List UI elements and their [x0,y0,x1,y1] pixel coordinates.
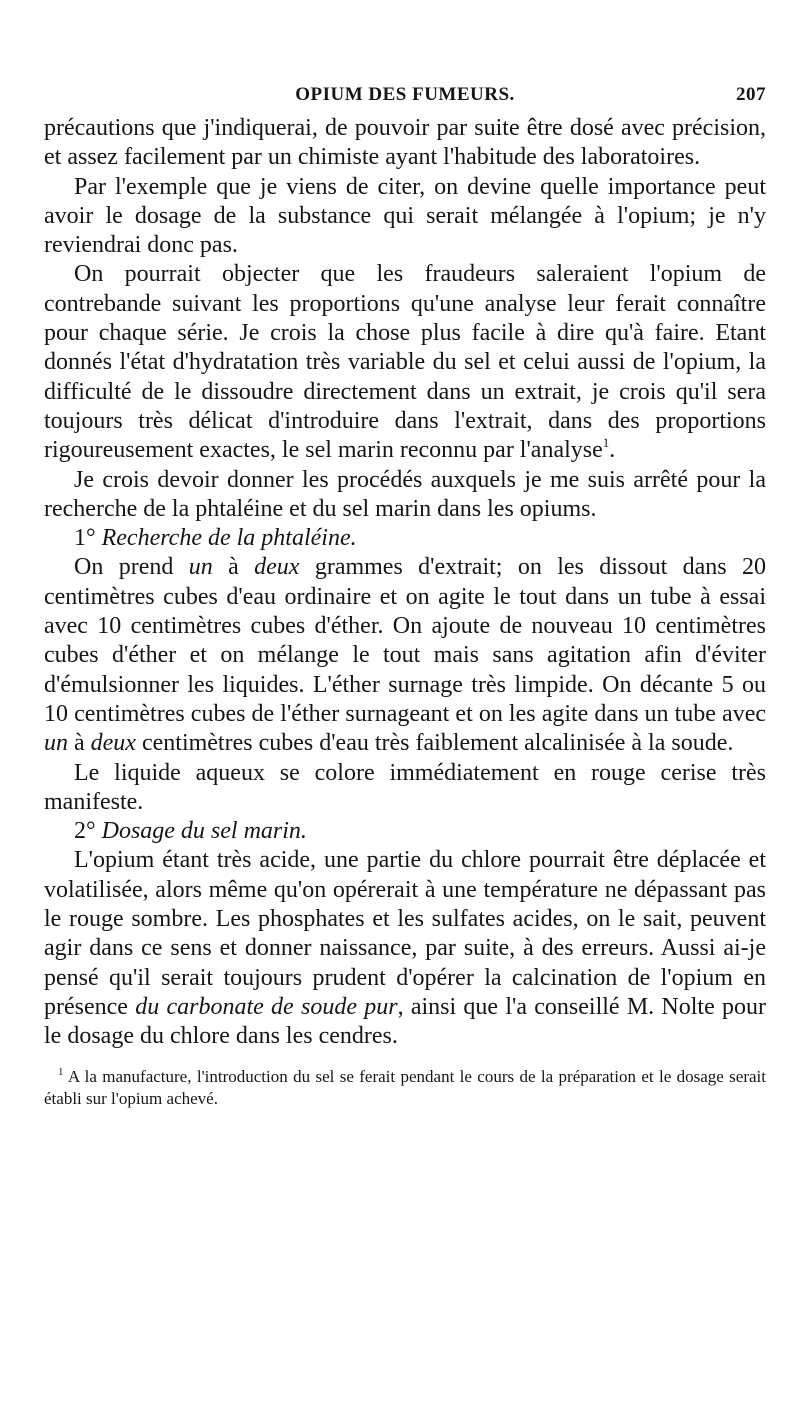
paragraph-6: Le liquide aqueux se colore immédiatement en rouge cerise très manifeste. [44,759,766,815]
paragraph-7 [44,846,766,1051]
paragraph-3-text: On pourrait objecter que les fraudeurs saleraient l'opium de contrebande suivant les proportions qu'une analyse leur ferait connaître pour chaque série. Je crois la chose plus facile à dire qu'à faire. Etant donnés l'état d'hydratation très variable du sel et celui aussi de l'opium, la difficulté de le dissoudre directement dans un extrait, je crois qu'il sera toujours très délicat d'introduire dans l'extrait, dans des proportions rigoureusement exactes, le sel marin reconnu par l'analyse [44,261,766,464]
paragraph-5-part-d: à [68,730,91,757]
section-heading-1 [44,524,766,553]
paragraph-3 [44,260,766,465]
paragraph-2: Par l'exemple que je viens de citer, on devine quelle importance peut avoir le dosage de la substance qui serait mélangée à l'opium; je n'y reviendrai donc pas. [44,173,766,259]
paragraph-7-italic: du carbonate de soude pur [135,993,398,1020]
footnote-mark: 1 [58,1065,64,1078]
running-title: OPIUM DES FUMEURS. [295,84,515,105]
paragraph-5-part-e: centimètres cubes d'eau très faiblement alcalinisée à la soude. [135,730,734,757]
footnote [44,1066,766,1110]
paragraph-5-italic-un-2: un [44,730,68,757]
paragraph-1: précautions que j'indiquerai, de pouvoir par suite être dosé avec précision, et assez facilement par un chimiste ayant l'habitude des laboratoires. [44,115,766,171]
section-title-2: Dosage du sel marin. [101,818,307,845]
paragraph-5-italic-deux: deux [254,554,300,581]
page-header [44,84,766,114]
page-number: 207 [736,84,766,105]
footnote-text: A la manufacture, l'introduction du sel se ferait pendant le cours de la préparation et le dosage serait établi sur l'opium achevé. [44,1066,766,1108]
book-page [44,84,766,1110]
paragraph-5-part-a: On prend [74,554,189,581]
paragraph-5 [44,553,766,758]
section-number-1: 1° [74,525,96,552]
paragraph-5-italic-deux-2: deux [90,730,136,757]
paragraph-5-part-b: à [212,554,255,581]
paragraph-5-part-c: grammes d'extrait; on les dissout dans 20 centimètres cubes d'eau ordinaire et on agite le tout dans un tube à essai avec 10 centimètres cubes d'éther. On ajoute de nouveau 10 centimètres cubes d'éther et on mélange le tout mais sans agitation afin d'éviter d'émulsionner les liquides. L'éther surnage très limpide. On décante 5 ou 10 centimètres cubes de l'éther surnageant et on les agite dans un tube avec [44,554,767,727]
paragraph-5-italic-un: un [188,554,213,581]
section-title-1: Recherche de la phtaléine. [101,525,357,552]
footnote-reference[interactable]: 1 [602,435,610,451]
section-number-2: 2° [74,818,96,845]
section-heading-2 [44,817,766,846]
paragraph-4: Je crois devoir donner les procédés auxquels je me suis arrêté pour la recherche de la phtaléine et du sel marin dans les opiums. [44,466,766,522]
body-text [44,114,766,1052]
paragraph-3-end: . [609,437,616,464]
paragraph-7-part-b: , ainsi que l'a conseillé M. Nolte pour le dosage du chlore dans les cendres. [44,993,767,1050]
paragraph-7-part-a: L'opium étant très acide, une partie du chlore pourrait être déplacée et volatilisée, alors même qu'on opérerait à une température ne dépassant pas le rouge sombre. Les phosphates et les sulfates acides, on le sait, peuvent agir dans ce sens et donner naissance, par suite, à des erreurs. Aussi ai-je pensé qu'il serait toujours prudent d'opérer la calcination de l'opium en présence [44,847,766,1020]
